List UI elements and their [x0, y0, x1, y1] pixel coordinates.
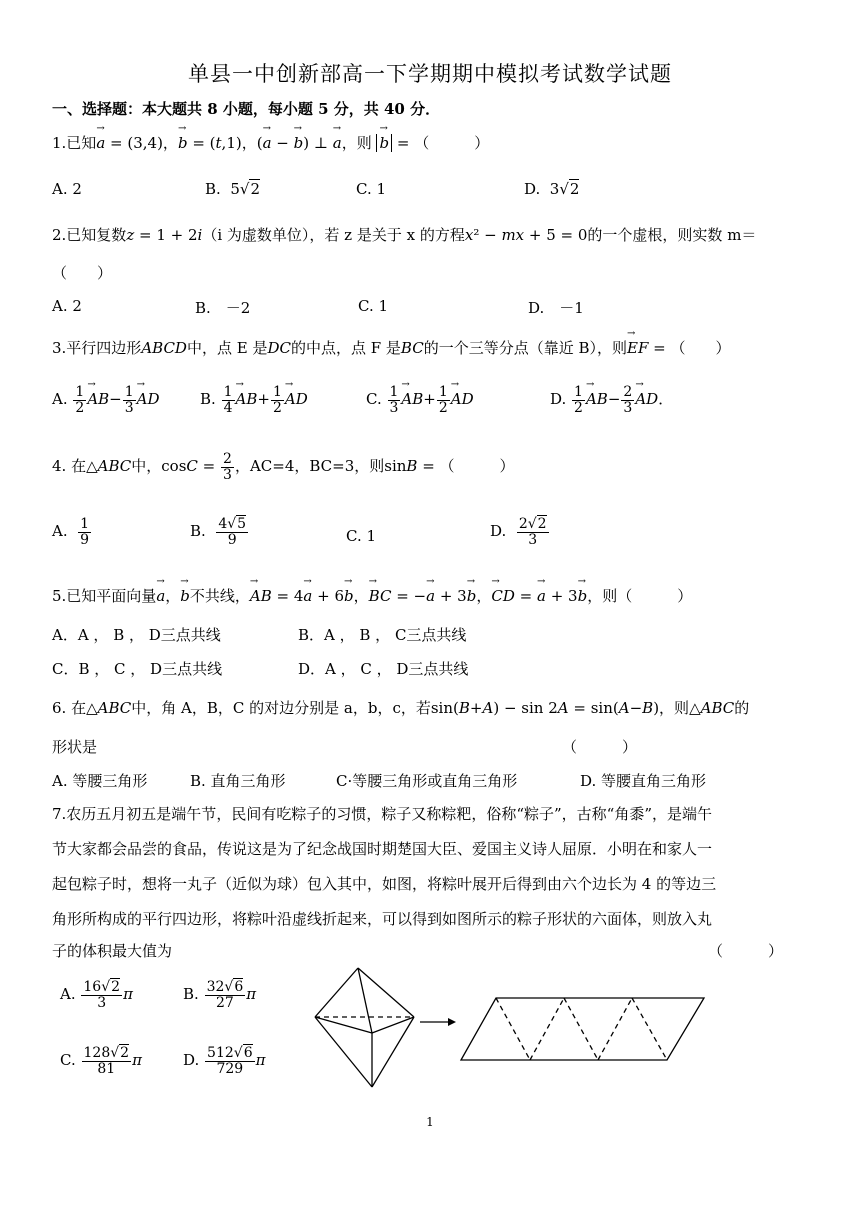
q1-option-b: B. 5√2 — [205, 180, 260, 198]
question-5-stem: 5.已知平面向量→ a，→ b不共线，→ AB = 4→ a + 6→ b，→ BC = −→ a + 3→ b，→ CD = → a + 3→ b，则（ ） — [52, 585, 692, 606]
q2-option-d: D. －1 — [528, 299, 584, 317]
question-6-stem: 6. 在△ABC中，角 A，B，C 的对边分别是 a，b，c，若sin(B+A) − sin 2A = sin(A−B)，则△ABC的 — [52, 699, 750, 717]
q2-paren: （ ） — [52, 264, 113, 282]
q4-option-a: A. $\frac{1}{9}$ — [52, 516, 90, 548]
page-number: 1 — [426, 1115, 434, 1129]
q7-line-5: 子的体积最大值为 — [52, 942, 173, 960]
q5-option-c: C．B ， C ， D三点共线 — [52, 660, 223, 678]
page-title: 单县一中创新部高一下学期期中模拟考试数学试题 — [188, 62, 672, 86]
hexahedron-figure — [310, 965, 430, 1090]
question-1-stem: 1.已知→ a = (3,4)，→ b = (t,1)，(→ a − → b) ⊥ → a，则 → b = （ ） — [52, 132, 489, 153]
section-heading: 一、选择题：本大题共 8 小题，每小题 5 分，共 40 分． — [52, 100, 441, 118]
q6-paren: （ ） — [562, 738, 638, 756]
q4-option-d: D. $\frac{2√2}{3}$ — [490, 516, 547, 548]
q6-option-b: B. 直角三角形 — [190, 772, 286, 790]
q1-option-a: A. 2 — [52, 180, 82, 198]
question-4-stem: 4. 在△ABC中，cosC = $\frac{2}{3}$ ，AC=4，BC=3，则sinB = （ ） — [52, 451, 515, 483]
q4-option-c: C. 1 — [346, 527, 377, 545]
q7-line-1: 7.农历五月初五是端午节，民间有吃粽子的习惯，粽子又称粽粑，俗称“粽子”，古称“角黍”，是端午 — [52, 805, 712, 823]
q6-option-d: D. 等腰直角三角形 — [580, 772, 707, 790]
q2-option-c: C. 1 — [358, 297, 389, 315]
q3-option-a: A. $\frac{1}{2}$ → AB− $\frac{1}{3}$ → AD — [52, 385, 160, 415]
q2-option-b: B. －2 — [195, 299, 251, 317]
q2-option-a: A. 2 — [52, 297, 82, 315]
q1-option-d: D. 3√2 — [524, 180, 580, 198]
q5-option-a: A．A ， B ， D三点共线 — [52, 626, 221, 644]
q7-option-b: B. $\frac{32√6}{27}$ π — [183, 979, 257, 1011]
q7-option-c: C. $\frac{128√2}{81}$ π — [60, 1045, 142, 1077]
q7-line-4: 角形所构成的平行四边形，将粽叶沿虚线折起来，可以得到如图所示的粽子形状的六面体，则放入丸 — [52, 910, 713, 928]
q7-line-2: 节大家都会品尝的食品，传说这是为了纪念战国时期楚国大臣、爱国主义诗人屈原．小明在和家人一 — [52, 840, 713, 858]
q6-option-c: C·等腰三角形或直角三角形 — [336, 772, 518, 790]
q5-option-b: B．A ， B ， C三点共线 — [298, 626, 467, 644]
q7-paren: （ ） — [708, 942, 784, 960]
arrow-icon — [418, 1014, 458, 1030]
question-2-stem: 2.已知复数z = 1 + 2i（i 为虚数单位），若 z 是关于 x 的方程x² − mx + 5 = 0的一个虚根，则实数 m＝ — [52, 226, 757, 244]
q1-option-c: C. 1 — [356, 180, 387, 198]
q1-intro: 1.已知 — [52, 134, 97, 152]
q7-option-a: A. $\frac{16√2}{3}$ π — [60, 979, 133, 1011]
q3-option-b: B. $\frac{1}{4}$ → AB+ $\frac{1}{2}$ → AD — [200, 385, 308, 415]
q3-option-c: C. $\frac{1}{3}$ → AB+ $\frac{1}{2}$ → AD — [366, 385, 474, 415]
q5-option-d: D．A ， C ， D三点共线 — [298, 660, 469, 678]
q6-option-a: A. 等腰三角形 — [52, 772, 148, 790]
question-3-stem: 3.平行四边形ABCD中，点 E 是DC的中点，点 F 是BC的一个三等分点（靠近 B），则→ EF = （ ） — [52, 337, 730, 358]
q7-option-d: D. $\frac{512√6}{729}$ π — [183, 1045, 266, 1077]
q3-option-d: D. $\frac{1}{2}$ → AB− $\frac{2}{3}$ → AD． — [550, 385, 673, 415]
q4-option-b: B. $\frac{4√5}{9}$ — [190, 516, 247, 548]
parallelogram-net-figure — [458, 995, 708, 1065]
q6-line2: 形状是 — [52, 738, 98, 756]
q7-line-3: 起包粽子时，想将一丸子（近似为球）包入其中，如图，将粽叶展开后得到由六个边长为 4 的等边三 — [52, 875, 717, 893]
